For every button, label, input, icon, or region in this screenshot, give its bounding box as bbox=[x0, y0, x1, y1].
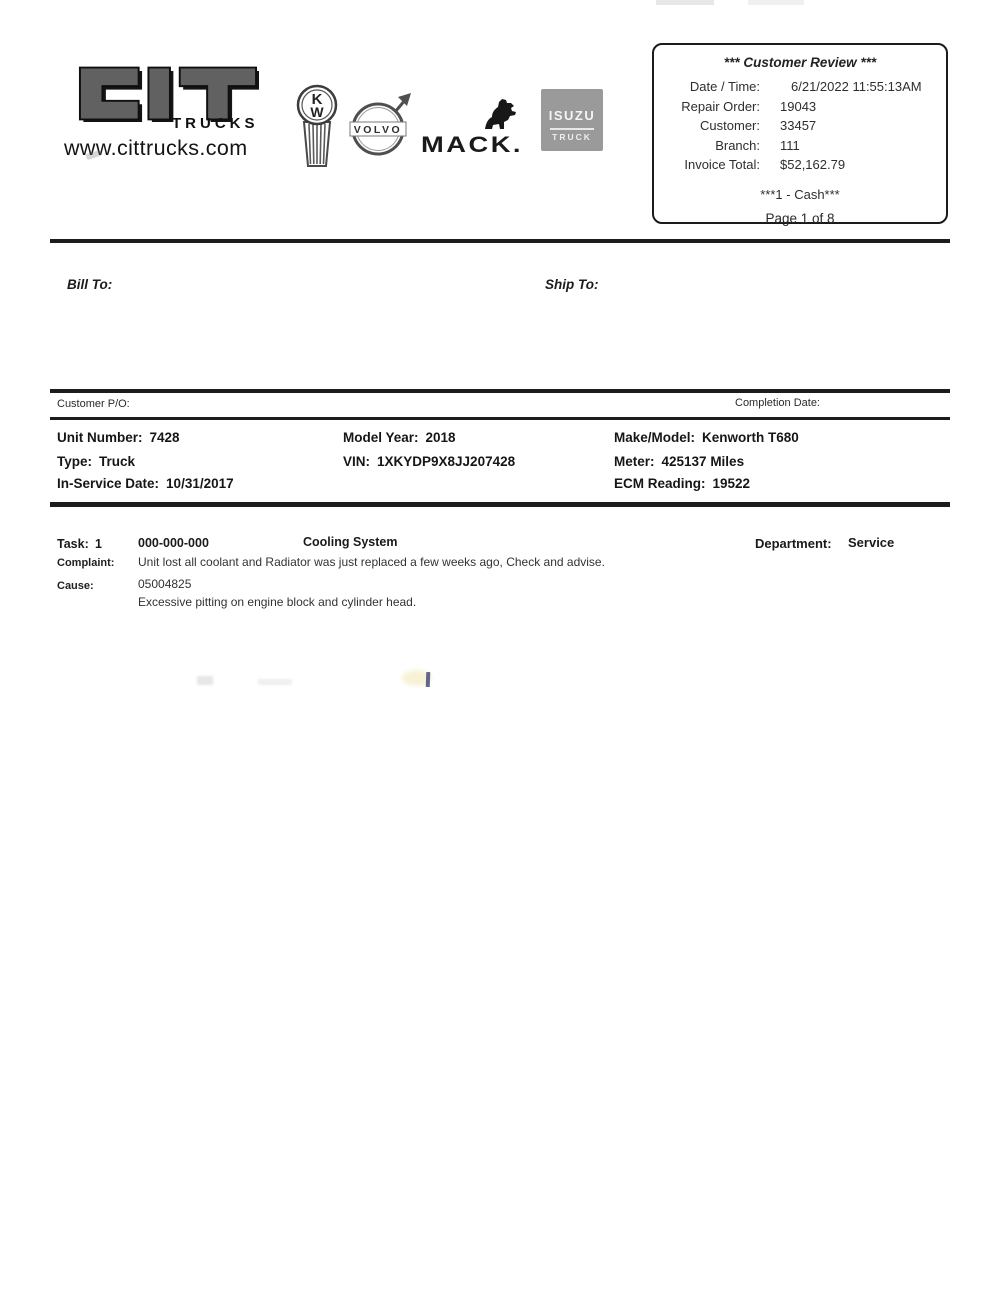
cit-trucks-label: TRUCKS bbox=[172, 115, 259, 132]
completion-date-label: Completion Date: bbox=[735, 397, 820, 409]
review-value: 111 bbox=[780, 137, 800, 153]
isuzu-divider bbox=[550, 128, 594, 130]
cause-text: Excessive pitting on engine block and cylinder head. bbox=[138, 595, 417, 609]
review-label: Customer: bbox=[700, 118, 760, 133]
website-url: www.cittrucks.com bbox=[64, 136, 248, 160]
model-year-field bbox=[343, 430, 456, 445]
review-label: Invoice Total: bbox=[684, 157, 760, 172]
type-field bbox=[57, 454, 135, 469]
divider-po-top bbox=[50, 389, 950, 393]
review-label: Branch: bbox=[715, 137, 760, 153]
make-model-value: Kenworth T680 bbox=[702, 430, 799, 445]
make-model-field bbox=[614, 430, 799, 445]
kenworth-logo bbox=[288, 84, 346, 173]
scan-artifact bbox=[426, 672, 430, 687]
review-label: Date / Time: bbox=[689, 79, 760, 94]
department-label: Department: bbox=[755, 536, 832, 551]
scan-artifact bbox=[258, 679, 292, 685]
review-value: 19043 bbox=[780, 98, 817, 114]
review-value: 6/21/2022 11:55:13AM bbox=[791, 79, 922, 94]
review-value: 33457 bbox=[780, 118, 817, 133]
task-system: Cooling System bbox=[303, 535, 398, 549]
review-row-repair-order bbox=[654, 97, 946, 117]
task-op-code: 000-000-000 bbox=[138, 536, 209, 550]
isuzu-wordmark: ISUZU bbox=[548, 108, 596, 123]
type-value: Truck bbox=[99, 454, 136, 469]
cause-code: 05004825 bbox=[138, 577, 192, 591]
make-model-label: Make/Model: bbox=[614, 430, 696, 445]
review-title: *** Customer Review *** bbox=[723, 55, 877, 70]
kenworth-w: W bbox=[310, 104, 324, 120]
vin-value: 1XKYDP9X8JJ207428 bbox=[377, 454, 516, 469]
mack-wordmark: MACK. bbox=[421, 132, 523, 157]
scan-artifact bbox=[402, 670, 432, 686]
kenworth-k: K bbox=[311, 91, 323, 108]
bill-to-label: Bill To: bbox=[67, 277, 113, 292]
complaint-label: Complaint: bbox=[57, 557, 115, 569]
task-label: Task: bbox=[57, 537, 89, 551]
vin-label: VIN: bbox=[343, 454, 370, 469]
mack-logo bbox=[421, 95, 527, 157]
scan-artifact bbox=[197, 676, 213, 685]
divider-top bbox=[50, 239, 950, 243]
in-service-date-label: In-Service Date: bbox=[57, 476, 160, 491]
review-row-invoice-total bbox=[654, 155, 946, 175]
scan-artifact bbox=[656, 0, 714, 5]
cause-label: Cause: bbox=[57, 580, 94, 592]
cit-logo bbox=[77, 64, 259, 122]
mack-bulldog-icon bbox=[485, 99, 516, 129]
ecm-reading-field bbox=[614, 476, 750, 491]
review-row-customer bbox=[654, 116, 946, 136]
review-label: Repair Order: bbox=[681, 98, 760, 114]
scan-artifact bbox=[748, 0, 804, 5]
department-value: Service bbox=[848, 535, 895, 550]
volvo-logo bbox=[349, 91, 413, 161]
meter-field bbox=[614, 454, 744, 469]
ship-to-label: Ship To: bbox=[545, 277, 599, 292]
review-row-date-time bbox=[654, 77, 946, 97]
meter-label: Meter: bbox=[614, 454, 655, 469]
divider-unit-bottom bbox=[50, 502, 950, 507]
customer-po-label: Customer P/O: bbox=[57, 398, 130, 410]
vin-field bbox=[343, 454, 515, 469]
model-year-label: Model Year: bbox=[343, 430, 419, 445]
isuzu-truck-label: TRUCK bbox=[552, 131, 592, 142]
unit-number-value: 7428 bbox=[149, 430, 180, 445]
complaint-text: Unit lost all coolant and Radiator was just replaced a few weeks ago, Check and advise. bbox=[138, 555, 605, 569]
volvo-wordmark: VOLVO bbox=[353, 124, 403, 136]
payment-method: ***1 - Cash*** bbox=[760, 186, 840, 202]
in-service-date-value: 10/31/2017 bbox=[166, 476, 234, 491]
review-row-branch bbox=[654, 136, 946, 156]
ecm-reading-label: ECM Reading: bbox=[614, 476, 706, 491]
type-label: Type: bbox=[57, 454, 93, 469]
isuzu-logo bbox=[541, 89, 603, 151]
in-service-date-field bbox=[57, 476, 234, 491]
unit-number-field bbox=[57, 430, 180, 445]
unit-number-label: Unit Number: bbox=[57, 430, 143, 445]
divider-po-bottom bbox=[50, 417, 950, 420]
page-indicator: Page 1 of 8 bbox=[765, 210, 835, 226]
ecm-reading-value: 19522 bbox=[712, 476, 751, 491]
model-year-value: 2018 bbox=[425, 430, 456, 445]
customer-review-box bbox=[652, 43, 948, 224]
task-number: 1 bbox=[95, 537, 102, 551]
review-value: $52,162.79 bbox=[780, 157, 846, 172]
meter-value: 425137 Miles bbox=[661, 454, 745, 469]
